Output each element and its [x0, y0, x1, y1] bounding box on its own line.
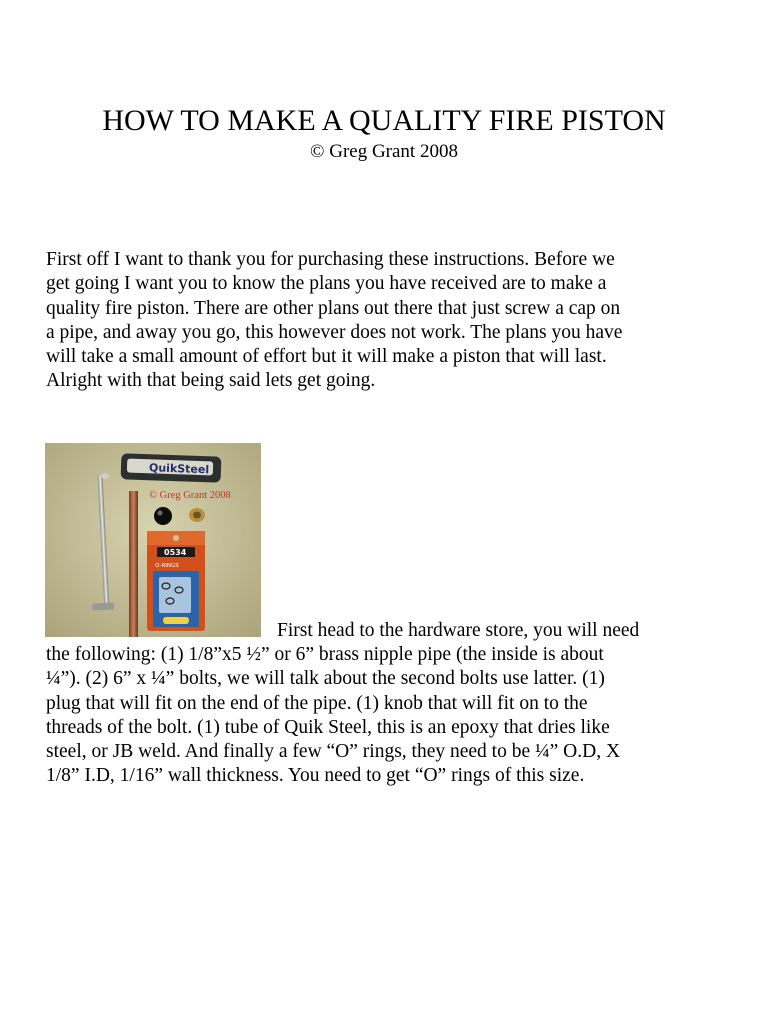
intro-line: Alright with that being said lets get going.: [46, 370, 376, 392]
hardware-line: steel, or JB weld. And finally a few “O” rings, they need to be ¼” O.D, X: [46, 741, 621, 763]
hardware-line: ¼”). (2) 6” x ¼” bolts, we will talk about the second bolts use latter. (1): [46, 668, 605, 690]
hardware-line: threads of the bolt. (1) tube of Quik Steel, this is an epoxy that dries like: [46, 716, 610, 738]
intro-paragraph: [46, 248, 726, 394]
page-title: HOW TO MAKE A QUALITY FIRE PISTON: [102, 104, 666, 137]
hardware-line: the following: (1) 1/8”x5 ½” or 6” brass nipple pipe (the inside is about: [46, 644, 604, 665]
epoxy-tube: [121, 453, 222, 482]
hardware-line: 1/8” I.D, 1/16” wall thickness. You need to get “O” rings of this size.: [46, 765, 585, 787]
hardware-line: plug that will fit on the end of the pipe. (1) knob that will fit on to the: [46, 692, 588, 714]
brass-pipe: [129, 491, 138, 637]
o-ring-package: [147, 531, 205, 631]
package-label: O-RINGS: [155, 563, 179, 569]
copyright-line: © Greg Grant 2008: [310, 141, 458, 162]
hardware-intro-line: First head to the hardware store, you will need: [277, 620, 640, 641]
intro-line: First off I want to thank you for purchasing these instructions. Before we: [46, 249, 615, 270]
intro-line: a pipe, and away you go, this however does not work. The plans you have: [46, 321, 623, 343]
intro-line: will take a small amount of effort but it will make a piston that will last.: [46, 346, 607, 368]
tube-label: QuikSteel: [148, 461, 210, 477]
hardware-paragraph: [46, 643, 726, 789]
materials-photo: [45, 443, 261, 637]
intro-line: get going I want you to know the plans you have received are to make a: [46, 273, 607, 295]
brass-plug: [189, 508, 205, 522]
intro-line: quality fire piston. There are other plans out there that just screw a cap on: [46, 297, 621, 319]
knob: [154, 507, 172, 525]
photo-watermark: © Greg Grant 2008: [149, 490, 231, 501]
package-number: 0534: [164, 548, 187, 557]
